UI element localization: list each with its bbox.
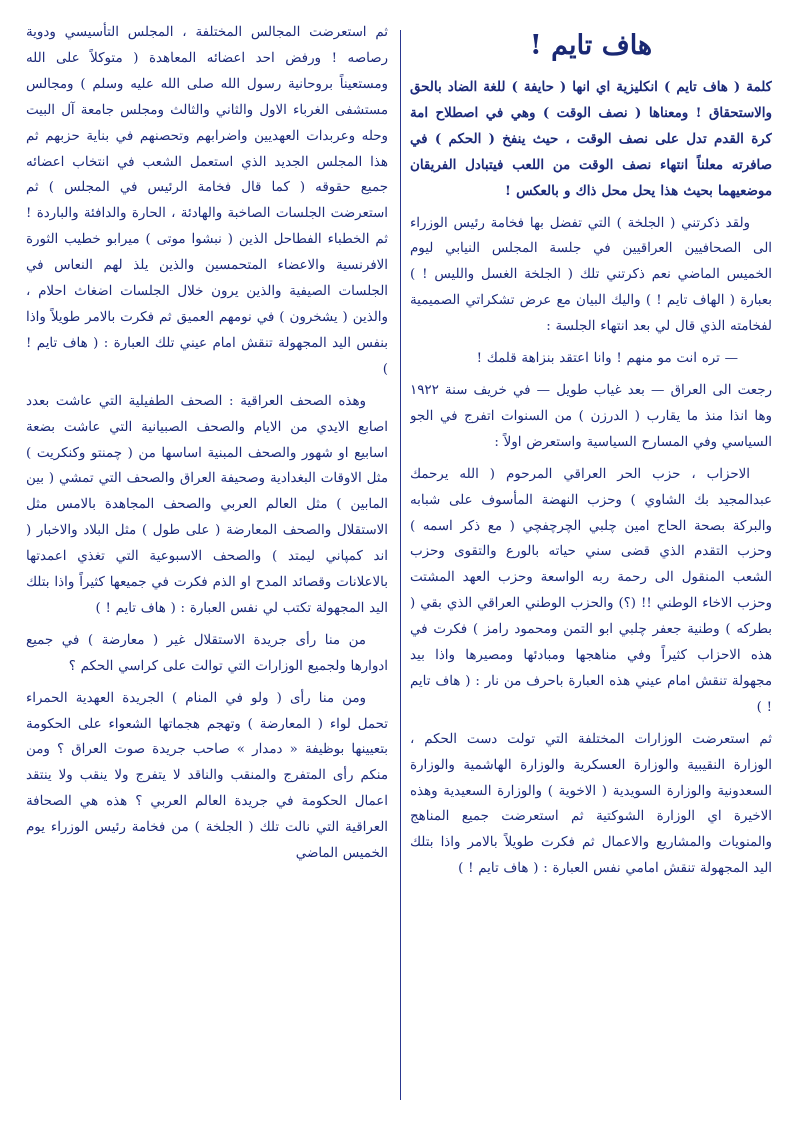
paragraph-quote: — تره انت مو منهم ! وانا اعتقد بنزاهة قلمك ! xyxy=(476,351,738,367)
paragraph-councils: ثم استعرضت المجالس المختلفة ، المجلس التأسيسي ودوية رصاصه ! ورفض احد اعضائه المعاهدة ( متوكلاً على الله ومستعيناً بروحانية رسول الله صلى الله عليه وسلم ) ومجالس مستشفى الغرباء الاول والثاني والثالث ومجلس جامعة آل البيت وحله وعربدات العهديين واضرابهم وتحصنهم في بناية حزبهم ثم هذا المجلس الجديد الذي استعمل الشعب في انتخاب اعضائه جميع حقوقه ( كما قال فخامة الرئيس في المجلس ) ثم استعرضت الجلسات الصاخبة والهادئة ، الحارة والدافئة والباردة ! ثم الخطباء الفطاحل الذين ( نبشوا موتى ) ميرابو خطيب الثورة الافرنسية والاعضاء المتحمسين والذين يلذ لهم النعاس في الجلسات الصيفية والذين يرون خلال الجلسات اضغاث احلام ، والذين ( يشخرون ) في نومهم العميق ثم فكرت بالامر طويلاً واذا بنفس اليد المجهولة تنقش امام عيني تلك العبارة : ( هاف تايم ! ) xyxy=(26,25,388,377)
paragraph-return: رجعت الى العراق — بعد غياب طويل — في خريف سنة ١٩٢٢ وها انذا منذ ما يقارب ( الدرزن ) من السنوات اتفرج في الجو السياسي وفي المسارح السياسية واستعرض اولاً : xyxy=(410,382,772,450)
article-title: هاف تايم ! xyxy=(529,30,653,61)
right-column xyxy=(410,20,772,1112)
paragraph-ahdiya: ومن منا رأى ( ولو في المنام ) الجريدة العهدية الحمراء تحمل لواء ( المعارضة ) وتهجم هجماتها الشعواء على الحكومة بتعيينها بوظيفة « دمدار » صاحب جريدة صوت العراق ؟ ومن منكم رأى المتفرج والمنقب والناقد لا يتفرج ولا ينقب ولا ينتقد اعمال الحكومة في جريدة العالم العربي ؟ هذه هي الصحافة العراقية التي نالت تلك ( الجلخة ) من فخامة رئيس الوزراء يوم الخميس الماضي xyxy=(26,690,388,862)
column-divider xyxy=(400,30,401,1100)
left-column xyxy=(26,20,388,1112)
paragraph-jalkha: ولقد ذكرتني ( الجلخة ) التي تفضل بها فخامة رئيس الوزراء الى الصحافيين العراقيين في جلسة المجلس النيابي ليوم الخميس الماضي نعم ذكرتني تلك ( الجلخة الغسل والليس ! ) بعبارة ( الهاف تايم ! ) واليك البيان مع عرض تشكراتي الصميمية لفخامته الذي قال لي بعد انتهاء الجلسة : xyxy=(410,215,772,335)
paragraph-istiqlal: من منا رأى جريدة الاستقلال غير ( معارضة ) في جميع ادوارها ولجميع الوزارات التي توالت على كراسي الحكم ؟ xyxy=(26,632,388,674)
paragraph-newspapers: وهذه الصحف العراقية : الصحف الطفيلية التي عاشت بعدد اصابع الايدي من الايام والصحف الصبيانية التي عاشت بضعة اسابيع او شهور والصحف المبنية اساسها من ( چمنتو وكنكريت ) مثل الاوقات البغدادية وصحيفة العراق والصحف التي تمشي ( بين المابين ) مثل العالم العربي والصحف المجاهدة بالامس مثل الاستقلال والصحف المعارضة ( على طول ) مثل البلاد والاخبار ( اند كمپاني ليمتد ) والصحف الاسبوعية التي تغذي اعمدتها بالاعلانات وقصائد المدح او الذم فكرت في جميعها كثيراً واذا بتلك اليد المجهولة تكتب لي نفس العبارة : ( هاف تايم ! ) xyxy=(26,393,388,616)
paragraph-definition: كلمة ( هاف تايم ) انكليزية اي انها ( حايفة ) للغة الضاد بالحق والاستحقاق ! ومعناها ( نصف الوقت ) وهي في اصطلاح امة كرة القدم تدل على نصف الوقت ، حيث ينفخ ( الحكم ) في صافرته معلناً انتهاء نصف الوقت من اللعب فيتبادل الفريقان موضعيهما بحيث هذا يحل محل ذاك و بالعكس ! xyxy=(410,79,772,199)
paragraph-ministries: ثم استعرضت الوزارات المختلفة التي تولت دست الحكم ، الوزارة النقيبية والوزارة العسكرية والوزارة الهاشمية والوزارة السعدونية والوزارة السويدية ( الاخوية ) والوزارة السعيدية وهذه الاخيرة اي الوزارة الشوكتية ثم استعرضت جميع المناهج والمنويات والمشاريع والاعمال ثم فكرت طويلاً بالامر واذا بتلك اليد المجهولة تنقش امامي نفس العبارة : ( هاف تايم ! ) xyxy=(410,731,772,877)
paragraph-parties: الاحزاب ، حزب الحر العراقي المرحوم ( الله يرحمك عبدالمجيد بك الشاوي ) وحزب النهضة المأسوف على شبابه والبركة بصحة الحاج امين چلبي الچرچفچي ( مع ذكر اسمه ) وحزب التقدم الذي قضى سني حياته بالورع والتقوى وحزب الشعب المنقول الى رحمة ربه الواسعة وحزب العهد المشتت وحزب الاخاء الوطني !! (؟) والحزب الوطني العراقي الذي بقي ( بطركه ) وطنية جعفر چلبي ابو التمن ومحمود رامز ) فكرت في هذه الاحزاب كثيراً وفي مناهجها ومبادئها ومصيرها واذا بيد مجهولة تنقش امام عيني هذه العبارة باحرف من نار : ( هاف تايم ! ) xyxy=(410,466,772,715)
